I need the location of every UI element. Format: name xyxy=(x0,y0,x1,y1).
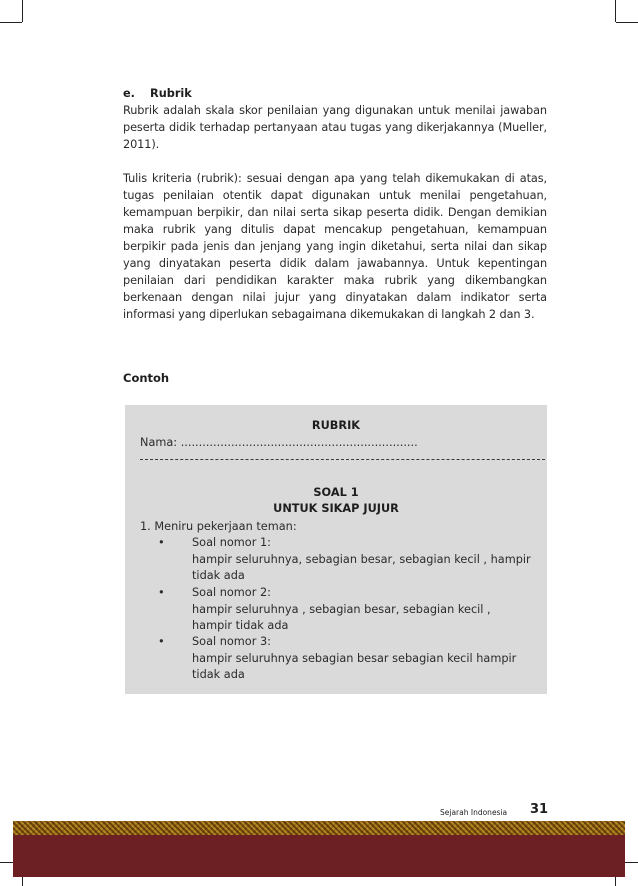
bullet-label: Soal nomor 3: xyxy=(192,635,271,648)
footer-ornament xyxy=(13,821,625,835)
bullet-item xyxy=(158,585,538,635)
bullet-icon: • xyxy=(158,635,165,648)
bullet-options: hampir seluruhnya , sebagian besar, sebagian kecil , xyxy=(192,602,491,616)
crop-mark xyxy=(22,0,23,22)
question-title: SOAL 1 xyxy=(313,486,359,499)
name-line: Nama: .................................................................. xyxy=(140,436,418,449)
list-item: 1. Meniru pekerjaan teman: xyxy=(140,520,297,533)
page-number: 31 xyxy=(530,802,549,817)
book-title: Sejarah Indonesia xyxy=(440,808,508,817)
crop-mark xyxy=(615,0,616,22)
dashed-divider xyxy=(140,459,545,460)
rubric-example-box xyxy=(125,405,547,694)
bullet-icon: • xyxy=(158,536,165,549)
bullet-options-cont: tidak ada xyxy=(192,569,245,582)
paragraph-definition: Rubrik adalah skala skor penilaian yang digunakan untuk menilai jawaban peserta didik terhadap pertanyaan atau tugas yang dikerjakannya (Mueller, 2011). xyxy=(123,104,547,151)
bullet-options: hampir seluruhnya sebagian besar sebagian kecil hampir xyxy=(192,651,517,665)
section-heading xyxy=(123,85,547,102)
section-letter: e. xyxy=(123,87,135,100)
body-text xyxy=(123,85,547,323)
bullet-options-cont: hampir tidak ada xyxy=(192,619,289,632)
bullet-options: hampir seluruhnya, sebagian besar, sebagian kecil , hampir xyxy=(192,552,531,566)
bullet-icon: • xyxy=(158,586,165,599)
example-label: Contoh xyxy=(123,371,170,385)
rubric-title: RUBRIK xyxy=(311,419,361,432)
bullet-options-cont: tidak ada xyxy=(192,668,245,681)
crop-mark xyxy=(616,22,638,23)
bullet-item xyxy=(158,535,538,585)
question-subtitle: UNTUK SIKAP JUJUR xyxy=(273,502,399,515)
bullet-item xyxy=(158,634,538,684)
bullet-label: Soal nomor 1: xyxy=(192,536,271,549)
crop-mark xyxy=(0,22,22,23)
section-title: Rubrik xyxy=(150,87,192,100)
bullet-label: Soal nomor 2: xyxy=(192,586,271,599)
paragraph-criteria: Tulis kriteria (rubrik): sesuai dengan apa yang telah dikemukakan di atas, tugas penilaian otentik dapat digunakan untuk menilai pengetahuan, kemampuan berpikir, dan nilai serta sikap peserta didik. Dengan demikian maka rubrik yang ditulis dapat mencakup pengetahuan, kemampuan berpikir pada jenis dan jenjang yang ingin diketahui, serta nilai dan sikap yang dinyatakan peserta didik dalam jawabannya. Untuk kepentingan penilaian dari pendidikan karakter maka rubrik yang dikembangkan berkenaan dengan nilai jujur yang dinyatakan dalam indikator serta informasi yang diperlukan sebagaimana dikemukakan di langkah 2 dan 3. xyxy=(123,172,547,321)
